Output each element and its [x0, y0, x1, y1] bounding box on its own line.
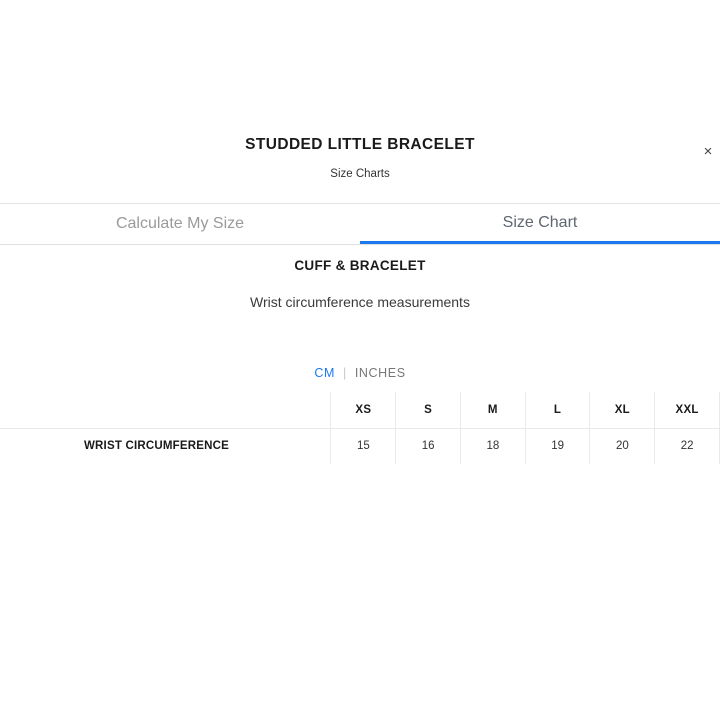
table-corner-cell [0, 392, 331, 428]
unit-cm[interactable]: CM [314, 366, 335, 380]
column-header-xxl: XXL [655, 392, 720, 428]
section-title: CUFF & BRACELET [294, 258, 426, 273]
page-subtitle: Size Charts [330, 168, 390, 180]
page-title: STUDDED LITTLE BRACELET [245, 136, 475, 153]
close-icon[interactable]: × [703, 143, 713, 160]
row-label-wrist-circumference: WRIST CIRCUMFERENCE [0, 428, 331, 464]
cell-wrist-s: 16 [396, 428, 461, 464]
cell-wrist-m: 18 [460, 428, 525, 464]
cell-wrist-xxl: 22 [655, 428, 720, 464]
column-header-xl: XL [590, 392, 655, 428]
cell-wrist-xs: 15 [331, 428, 396, 464]
table-header-row [0, 392, 720, 428]
column-header-xs: XS [331, 392, 396, 428]
modal-header [0, 134, 720, 182]
tab-calculate-my-size[interactable]: Calculate My Size [0, 204, 360, 244]
column-header-l: L [525, 392, 590, 428]
unit-separator: | [342, 366, 347, 380]
tab-size-chart[interactable]: Size Chart [360, 204, 720, 244]
column-header-m: M [460, 392, 525, 428]
unit-inches[interactable]: INCHES [354, 366, 406, 380]
section-description: Wrist circumference measurements [250, 294, 470, 310]
unit-toggle [0, 366, 720, 380]
size-chart-table [0, 392, 720, 464]
column-header-s: S [396, 392, 461, 428]
tab-bar [0, 203, 720, 245]
table-row [0, 428, 720, 464]
cell-wrist-xl: 20 [590, 428, 655, 464]
cell-wrist-l: 19 [525, 428, 590, 464]
